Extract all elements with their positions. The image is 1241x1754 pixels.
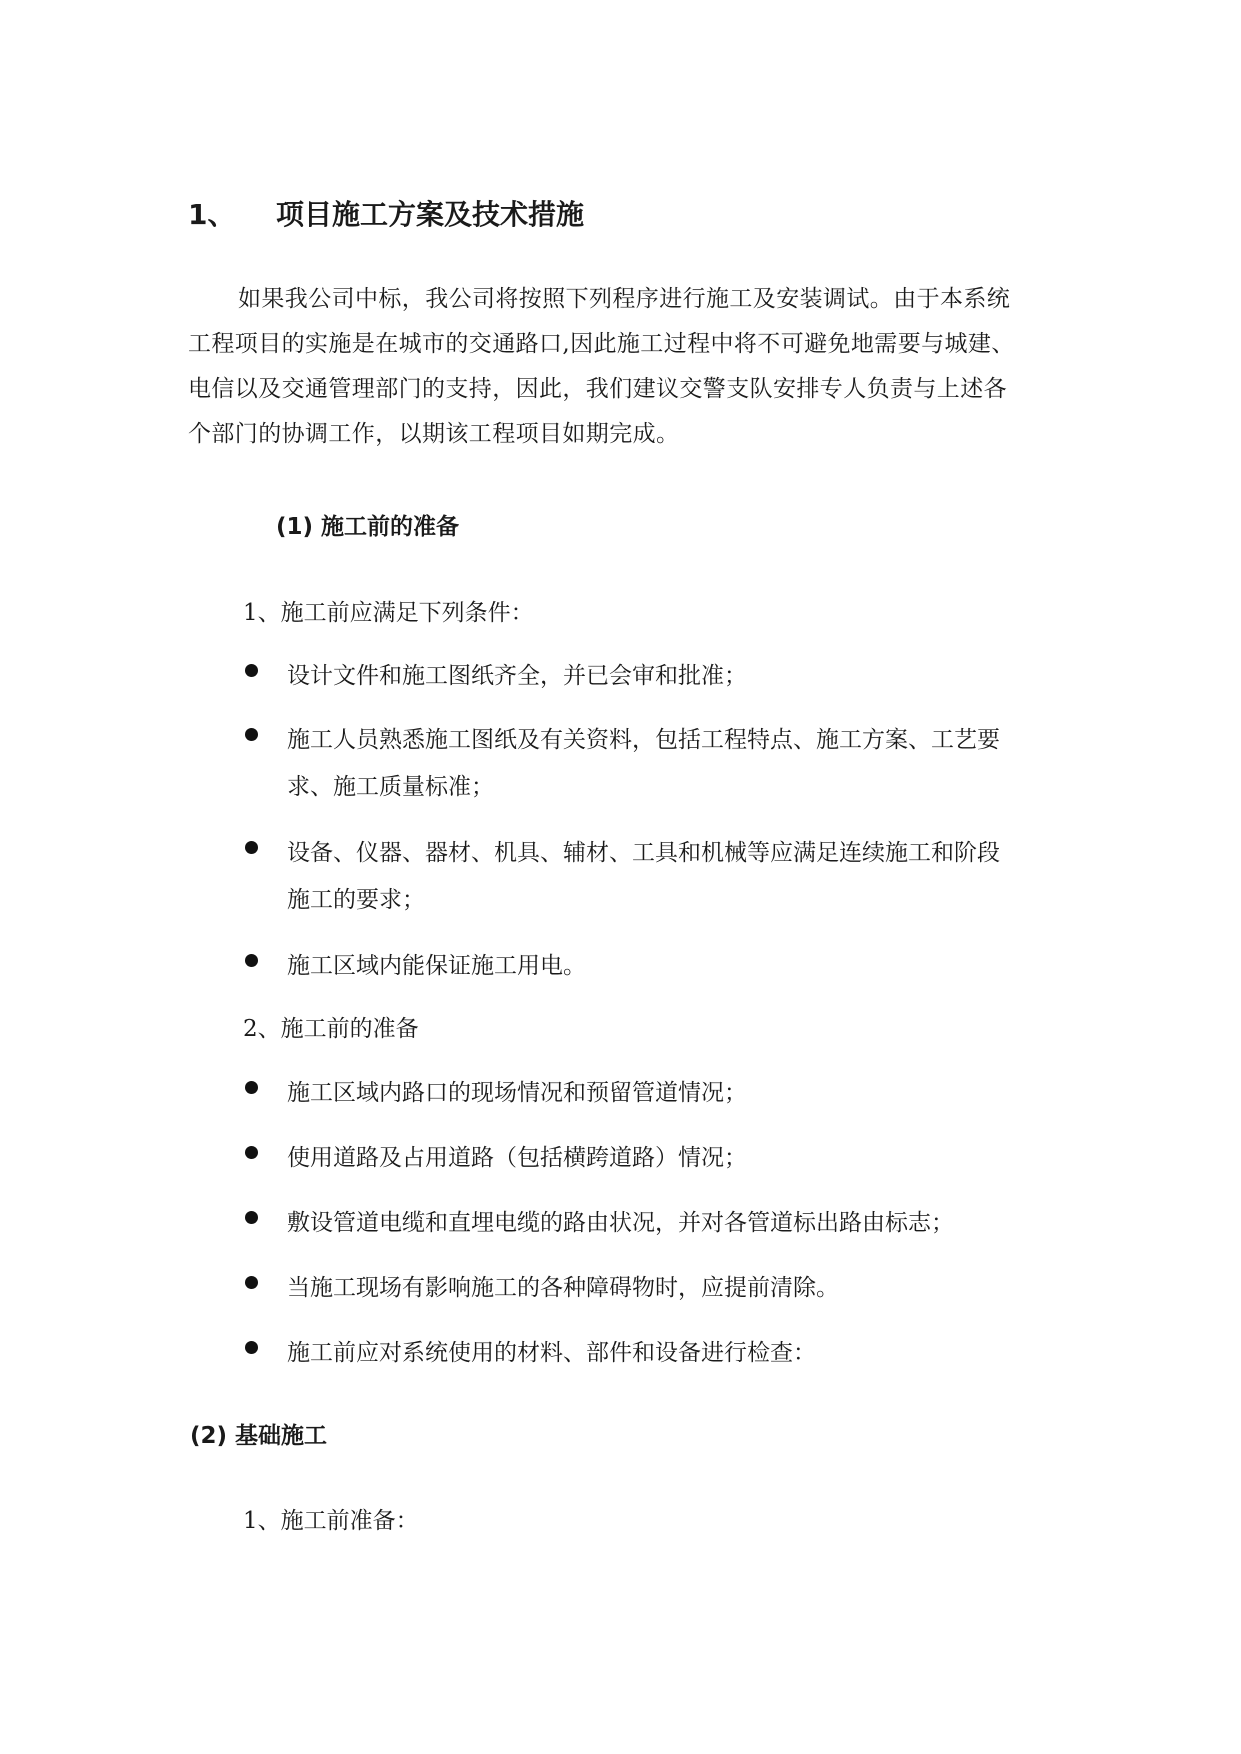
bullet-icon [245, 1276, 258, 1289]
bullet-icon [245, 1146, 258, 1159]
list-item: 当施工现场有影响施工的各种障碍物时，应提前清除。 [287, 1275, 839, 1301]
list-item: 设备、仪器、器材、机具、辅材、工具和机械等应满足连续施工和阶段 [287, 840, 1000, 866]
section-heading: (1) 施工前的准备 [276, 514, 460, 540]
list-item: 施工区域内路口的现场情况和预留管道情况； [287, 1080, 747, 1106]
list-item-continued: 求、施工质量标准； [287, 774, 494, 800]
heading-title: 项目施工方案及技术措施 [276, 198, 585, 231]
intro-line: 工程项目的实施是在城市的交通路口,因此施工过程中将不可避免地需要与城建、 [188, 331, 1015, 357]
section-heading: (2) 基础施工 [190, 1423, 328, 1449]
list-item: 施工前应对系统使用的材料、部件和设备进行检查： [287, 1340, 816, 1366]
list-item: 施工区域内能保证施工用电。 [287, 953, 586, 979]
item-title: 1、施工前准备： [243, 1508, 419, 1534]
bullet-icon [245, 841, 258, 854]
item-title: 1、施工前应满足下列条件： [243, 600, 534, 626]
list-item: 使用道路及占用道路（包括横跨道路）情况； [287, 1145, 747, 1171]
list-item: 敷设管道电缆和直埋电缆的路由状况，并对各管道标出路由标志； [287, 1210, 954, 1236]
list-item: 施工人员熟悉施工图纸及有关资料，包括工程特点、施工方案、工艺要 [287, 727, 1000, 753]
heading-number: 1、 [188, 198, 236, 231]
intro-line: 如果我公司中标，我公司将按照下列程序进行施工及安装调试。由于本系统 [238, 286, 1011, 312]
bullet-icon [245, 1211, 258, 1224]
intro-line: 个部门的协调工作，以期该工程项目如期完成。 [188, 421, 680, 447]
bullet-icon [245, 664, 258, 677]
bullet-icon [245, 728, 258, 741]
list-item: 设计文件和施工图纸齐全，并已会审和批准； [287, 663, 747, 689]
intro-line: 电信以及交通管理部门的支持，因此，我们建议交警支队安排专人负责与上述各 [188, 376, 1007, 402]
item-title: 2、施工前的准备 [243, 1016, 419, 1042]
bullet-icon [245, 1341, 258, 1354]
list-item-continued: 施工的要求； [287, 887, 425, 913]
bullet-icon [245, 1081, 258, 1094]
bullet-icon [245, 954, 258, 967]
